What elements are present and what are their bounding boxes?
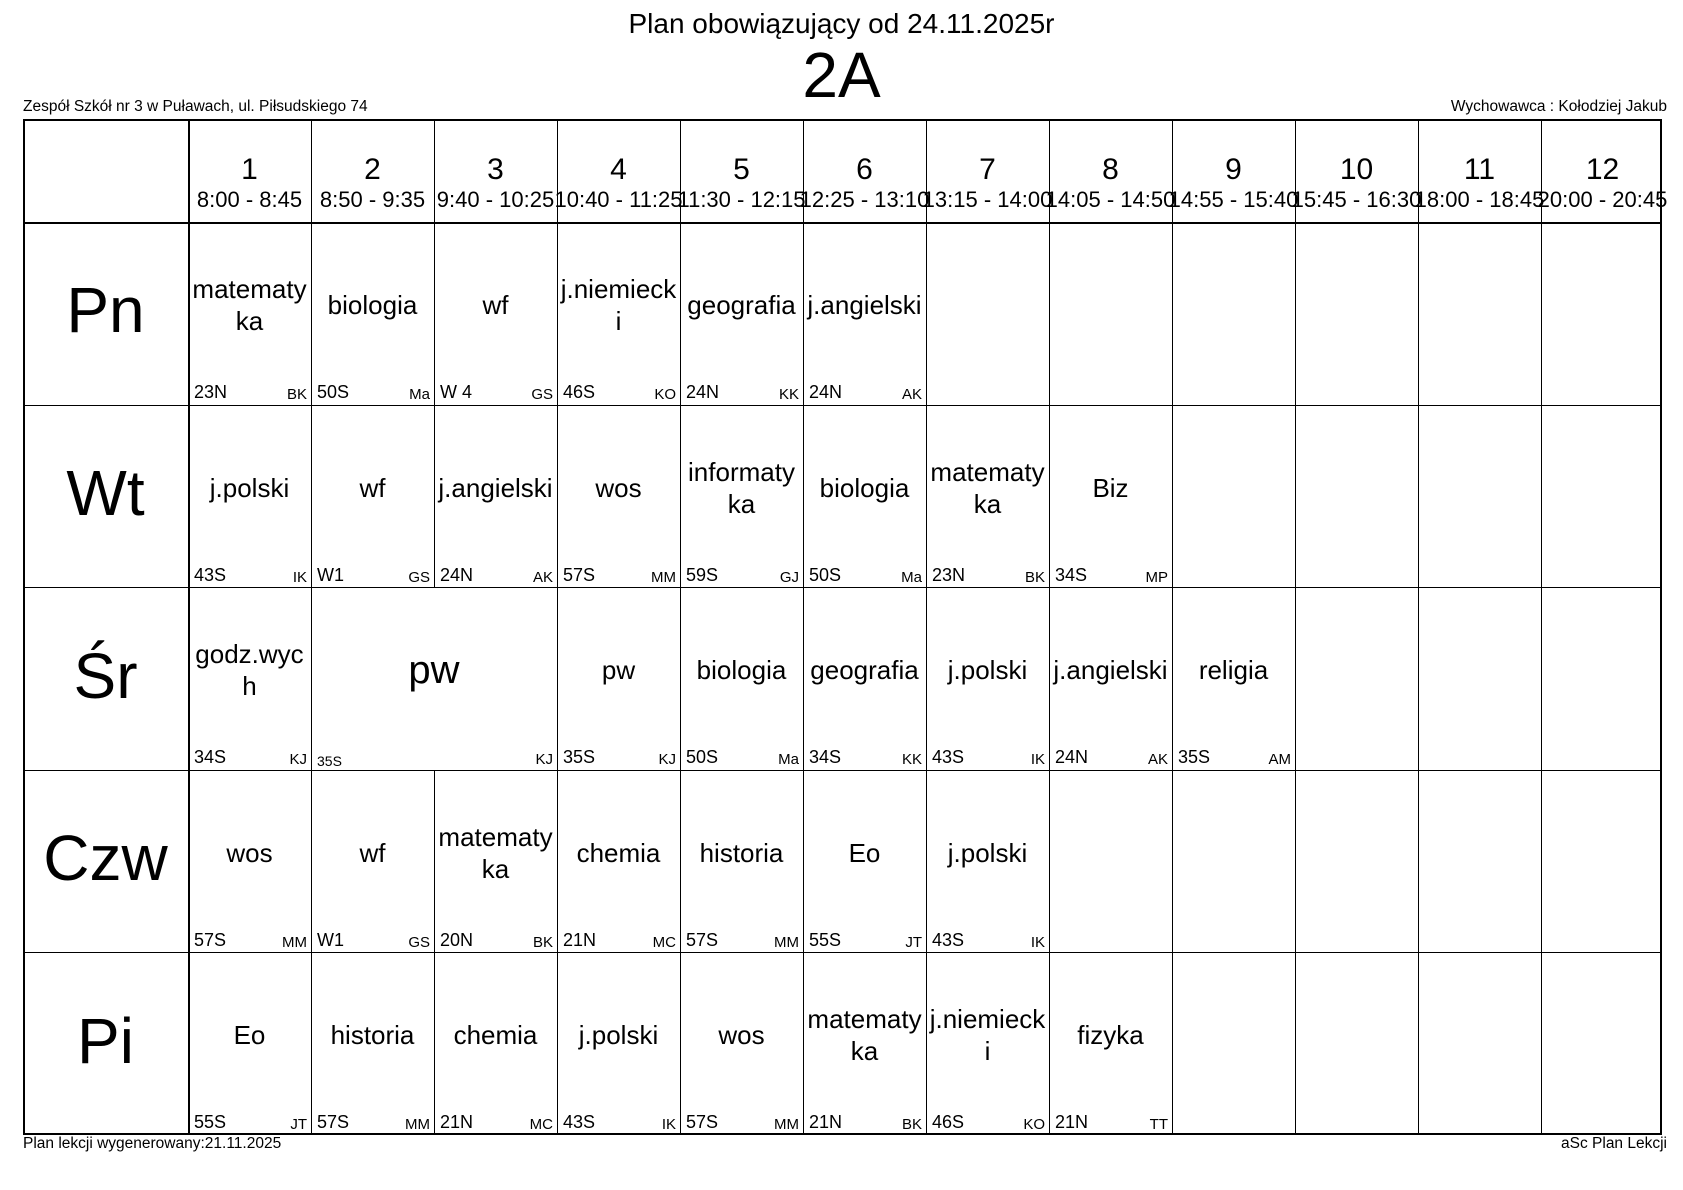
lesson-cell[interactable] bbox=[803, 962, 926, 1135]
period-number: 10 bbox=[1339, 153, 1374, 186]
lesson-teacher: MM bbox=[774, 1116, 799, 1133]
lesson-room: 55S bbox=[194, 1112, 227, 1132]
plan-valid-from-title: Plan obowiązujący od 24.11.2025r bbox=[628, 8, 1055, 39]
period-number: 2 bbox=[364, 153, 381, 186]
lesson-subject: wf bbox=[359, 472, 386, 503]
lesson-room: 35S bbox=[563, 747, 596, 767]
lesson-room: 46S bbox=[932, 1112, 965, 1132]
lesson-subject: wos bbox=[718, 1019, 765, 1050]
lesson-subject: matematyka bbox=[930, 456, 1045, 519]
lesson-teacher: Ma bbox=[778, 751, 799, 768]
column-divider bbox=[1049, 119, 1050, 222]
lesson-subject: j.angielski bbox=[807, 289, 922, 320]
day-label: Śr bbox=[73, 640, 138, 712]
period-time: 13:15 - 14:00 bbox=[922, 187, 1053, 212]
lesson-subject: wf bbox=[359, 837, 386, 868]
lesson-teacher: MM bbox=[774, 934, 799, 951]
lesson-room: 24N bbox=[1055, 747, 1089, 767]
column-divider bbox=[1049, 770, 1050, 953]
period-number: 11 bbox=[1463, 153, 1496, 186]
homeroom-teacher: Wychowawca : Kołodziej Jakub bbox=[1450, 98, 1667, 115]
lesson-room: W1 bbox=[317, 565, 344, 585]
lesson-subject: godz.wych bbox=[195, 638, 304, 701]
lesson-teacher: JT bbox=[905, 934, 922, 951]
column-divider bbox=[1541, 405, 1542, 588]
lesson-subject: pw bbox=[601, 654, 636, 685]
column-divider bbox=[680, 119, 681, 222]
lesson-subject: historia bbox=[699, 837, 784, 868]
column-divider bbox=[557, 119, 558, 222]
lesson-subject: chemia bbox=[453, 1019, 538, 1050]
lesson-subject: j.angielski bbox=[1053, 654, 1168, 685]
lesson-subject: biologia bbox=[819, 472, 910, 503]
column-divider bbox=[1541, 587, 1542, 770]
lesson-cell[interactable] bbox=[557, 962, 680, 1135]
lesson-room: 24N bbox=[809, 382, 843, 402]
lesson-teacher: IK bbox=[1030, 751, 1045, 768]
column-divider bbox=[1418, 587, 1419, 770]
lesson-cell[interactable] bbox=[311, 962, 434, 1135]
period-header bbox=[799, 152, 930, 212]
column-divider bbox=[434, 119, 435, 222]
row-divider bbox=[23, 770, 1662, 771]
column-divider bbox=[1418, 405, 1419, 588]
software-credit: aSc Plan Lekcji bbox=[1561, 1135, 1667, 1152]
lesson-room: 35S bbox=[317, 753, 342, 769]
lesson-room: 21N bbox=[1055, 1112, 1089, 1132]
lesson-subject: geografia bbox=[810, 654, 919, 685]
column-divider bbox=[1541, 222, 1542, 405]
lesson-teacher: AK bbox=[1147, 751, 1168, 768]
lesson-room: 59S bbox=[686, 565, 719, 585]
period-header bbox=[1045, 152, 1176, 212]
period-number: 12 bbox=[1585, 153, 1620, 186]
lesson-subject: j.polski bbox=[578, 1019, 659, 1050]
lesson-room: 57S bbox=[317, 1112, 350, 1132]
lesson-teacher: KK bbox=[778, 386, 799, 403]
lesson-cell[interactable] bbox=[1049, 962, 1172, 1135]
period-time: 8:00 - 8:45 bbox=[196, 187, 303, 212]
lesson-room: 34S bbox=[1055, 565, 1088, 585]
period-time: 14:55 - 15:40 bbox=[1168, 187, 1299, 212]
lesson-teacher: BK bbox=[532, 934, 553, 951]
period-number: 9 bbox=[1225, 153, 1242, 186]
period-number: 4 bbox=[610, 153, 627, 186]
period-header bbox=[554, 152, 683, 212]
lesson-teacher: GS bbox=[408, 569, 430, 586]
period-time: 18:00 - 18:45 bbox=[1414, 187, 1545, 212]
lesson-teacher: BK bbox=[286, 386, 307, 403]
period-number: 1 bbox=[241, 153, 258, 186]
period-header bbox=[311, 152, 434, 212]
lesson-subject: geografia bbox=[687, 289, 796, 320]
lesson-room: 57S bbox=[686, 1112, 719, 1132]
lesson-cell[interactable] bbox=[1049, 415, 1172, 588]
period-header bbox=[1537, 152, 1668, 212]
lesson-subject: wos bbox=[226, 837, 273, 868]
lesson-subject: historia bbox=[330, 1019, 415, 1050]
header-divider bbox=[23, 222, 1662, 224]
column-divider bbox=[1172, 952, 1173, 1135]
lesson-room: 24N bbox=[686, 382, 720, 402]
period-number: 7 bbox=[979, 153, 996, 186]
lesson-teacher: KO bbox=[1023, 1116, 1045, 1133]
lesson-cell[interactable] bbox=[680, 780, 803, 953]
column-divider bbox=[1172, 770, 1173, 953]
lesson-cell[interactable] bbox=[188, 597, 311, 770]
lesson-teacher: GS bbox=[531, 386, 553, 403]
lesson-cell[interactable] bbox=[188, 415, 311, 588]
lesson-cell[interactable] bbox=[803, 415, 926, 588]
lesson-room: 23N bbox=[932, 565, 966, 585]
period-header bbox=[1291, 152, 1422, 212]
lesson-room: 43S bbox=[194, 565, 227, 585]
column-divider bbox=[1418, 770, 1419, 953]
lesson-room: W 4 bbox=[440, 382, 473, 402]
lesson-room: 21N bbox=[809, 1112, 843, 1132]
lesson-subject: pw bbox=[408, 647, 460, 692]
column-divider bbox=[1172, 222, 1173, 405]
lesson-cell[interactable] bbox=[188, 232, 311, 405]
lesson-subject: matematyka bbox=[192, 273, 307, 336]
lesson-room: 21N bbox=[563, 930, 597, 950]
period-number: 5 bbox=[733, 153, 750, 186]
lesson-teacher: Ma bbox=[901, 569, 922, 586]
lesson-subject: Eo bbox=[848, 837, 881, 868]
lesson-teacher: MM bbox=[651, 569, 676, 586]
lesson-subject: j.angielski bbox=[438, 472, 553, 503]
lesson-teacher: MM bbox=[282, 934, 307, 951]
lesson-cell[interactable] bbox=[680, 962, 803, 1135]
lesson-subject: wos bbox=[595, 472, 642, 503]
period-time: 8:50 - 9:35 bbox=[319, 187, 426, 212]
period-number: 6 bbox=[856, 153, 873, 186]
lesson-room: 21N bbox=[440, 1112, 474, 1132]
class-name-title: 2A bbox=[802, 39, 881, 111]
lesson-cell[interactable] bbox=[557, 597, 680, 770]
lesson-cell[interactable] bbox=[434, 962, 557, 1135]
period-time: 10:40 - 11:25 bbox=[554, 187, 683, 212]
column-divider bbox=[1418, 222, 1419, 405]
period-number: 3 bbox=[487, 153, 504, 186]
column-divider bbox=[1418, 952, 1419, 1135]
lesson-teacher: AK bbox=[901, 386, 922, 403]
day-label: Pn bbox=[66, 274, 145, 346]
period-header bbox=[188, 152, 311, 212]
lesson-cell[interactable] bbox=[311, 597, 557, 770]
lesson-cell[interactable] bbox=[311, 232, 434, 405]
lesson-room: 34S bbox=[194, 747, 227, 767]
lesson-room: 43S bbox=[932, 747, 965, 767]
lesson-teacher: AK bbox=[532, 569, 553, 586]
period-header bbox=[1414, 152, 1545, 212]
period-header bbox=[677, 152, 806, 212]
lesson-cell[interactable] bbox=[926, 962, 1049, 1135]
column-divider bbox=[1541, 952, 1542, 1135]
lesson-subject: j.niemiecki bbox=[929, 1003, 1046, 1066]
lesson-room: 57S bbox=[686, 930, 719, 950]
lesson-subject: j.polski bbox=[947, 654, 1028, 685]
period-header bbox=[922, 152, 1053, 212]
lesson-subject: matematyka bbox=[807, 1003, 922, 1066]
column-divider bbox=[1295, 405, 1296, 588]
column-divider bbox=[1295, 770, 1296, 953]
lesson-teacher: KJ bbox=[658, 751, 676, 768]
school-name: Zespół Szkół nr 3 w Puławach, ul. Piłsudskiego 74 bbox=[23, 98, 368, 115]
lesson-subject: biologia bbox=[327, 289, 418, 320]
period-time: 12:25 - 13:10 bbox=[799, 187, 930, 212]
day-label: Pi bbox=[77, 1005, 134, 1077]
period-number: 8 bbox=[1102, 153, 1119, 186]
period-time: 11:30 - 12:15 bbox=[677, 187, 806, 212]
column-divider bbox=[803, 119, 804, 222]
lesson-room: 43S bbox=[563, 1112, 596, 1132]
lesson-room: W1 bbox=[317, 930, 344, 950]
lesson-cell[interactable] bbox=[434, 415, 557, 588]
period-header bbox=[1168, 152, 1299, 212]
lesson-room: 46S bbox=[563, 382, 596, 402]
column-divider bbox=[311, 119, 312, 222]
period-header bbox=[434, 152, 557, 212]
lesson-cell[interactable] bbox=[803, 597, 926, 770]
period-time: 9:40 - 10:25 bbox=[436, 187, 555, 212]
lesson-cell[interactable] bbox=[803, 232, 926, 405]
lesson-cell[interactable] bbox=[680, 232, 803, 405]
period-time: 20:00 - 20:45 bbox=[1537, 187, 1668, 212]
lesson-teacher: GS bbox=[408, 934, 430, 951]
lesson-cell[interactable] bbox=[803, 780, 926, 953]
column-divider bbox=[1295, 952, 1296, 1135]
lesson-cell[interactable] bbox=[926, 780, 1049, 953]
column-divider bbox=[1541, 770, 1542, 953]
generated-date: Plan lekcji wygenerowany:21.11.2025 bbox=[23, 1135, 282, 1152]
lesson-cell[interactable] bbox=[557, 232, 680, 405]
lesson-teacher: BK bbox=[901, 1116, 922, 1133]
column-divider bbox=[1541, 119, 1542, 222]
lesson-cell[interactable] bbox=[557, 415, 680, 588]
lesson-subject: j.polski bbox=[947, 837, 1028, 868]
lesson-teacher: JT bbox=[290, 1116, 307, 1133]
lesson-cell[interactable] bbox=[311, 415, 434, 588]
lesson-teacher: KK bbox=[901, 751, 922, 768]
lesson-teacher: GJ bbox=[779, 569, 799, 586]
column-divider bbox=[1295, 587, 1296, 770]
column-divider bbox=[1418, 119, 1419, 222]
lesson-teacher: MM bbox=[405, 1116, 430, 1133]
lesson-teacher: BK bbox=[1024, 569, 1045, 586]
lesson-cell[interactable] bbox=[1049, 597, 1172, 770]
lesson-teacher: AM bbox=[1268, 751, 1291, 768]
lesson-room: 50S bbox=[809, 565, 842, 585]
lesson-teacher: KJ bbox=[289, 751, 307, 768]
lesson-subject: j.niemiecki bbox=[560, 273, 677, 336]
lesson-cell[interactable] bbox=[434, 780, 557, 953]
lesson-room: 35S bbox=[1178, 747, 1211, 767]
lesson-teacher: TT bbox=[1149, 1116, 1168, 1133]
lesson-teacher: Ma bbox=[409, 386, 430, 403]
row-divider bbox=[23, 405, 1662, 406]
lesson-subject: informatyka bbox=[688, 456, 795, 519]
column-divider bbox=[1295, 119, 1296, 222]
lesson-subject: j.polski bbox=[209, 472, 290, 503]
lesson-room: 50S bbox=[686, 747, 719, 767]
lesson-subject: biologia bbox=[696, 654, 787, 685]
period-time: 15:45 - 16:30 bbox=[1291, 187, 1422, 212]
lesson-room: 57S bbox=[563, 565, 596, 585]
lesson-teacher: IK bbox=[661, 1116, 676, 1133]
lesson-teacher: MP bbox=[1145, 569, 1168, 586]
lesson-cell[interactable] bbox=[188, 962, 311, 1135]
lesson-teacher: KJ bbox=[535, 751, 553, 768]
lesson-cell[interactable] bbox=[434, 232, 557, 405]
lesson-cell[interactable] bbox=[188, 780, 311, 953]
lesson-room: 43S bbox=[932, 930, 965, 950]
lesson-subject: chemia bbox=[576, 837, 661, 868]
lesson-teacher: MC bbox=[529, 1116, 553, 1133]
lesson-cell[interactable] bbox=[926, 597, 1049, 770]
lesson-cell[interactable] bbox=[680, 415, 803, 588]
lesson-teacher: KO bbox=[654, 386, 676, 403]
lesson-teacher: IK bbox=[1030, 934, 1045, 951]
column-divider bbox=[1172, 119, 1173, 222]
lesson-teacher: IK bbox=[292, 569, 307, 586]
lesson-subject: Biz bbox=[1092, 472, 1129, 503]
lesson-subject: matematyka bbox=[438, 821, 553, 884]
day-label: Czw bbox=[43, 822, 168, 894]
lesson-room: 20N bbox=[440, 930, 474, 950]
lesson-cell[interactable] bbox=[311, 780, 434, 953]
lesson-room: 57S bbox=[194, 930, 227, 950]
column-divider bbox=[926, 119, 927, 222]
lesson-room: 23N bbox=[194, 382, 228, 402]
lesson-cell[interactable] bbox=[1172, 597, 1295, 770]
lesson-cell[interactable] bbox=[680, 597, 803, 770]
lesson-room: 50S bbox=[317, 382, 350, 402]
column-divider bbox=[1295, 222, 1296, 405]
column-divider bbox=[1172, 405, 1173, 588]
period-time: 14:05 - 14:50 bbox=[1045, 187, 1176, 212]
lesson-room: 55S bbox=[809, 930, 842, 950]
lesson-cell[interactable] bbox=[557, 780, 680, 953]
lesson-room: 24N bbox=[440, 565, 474, 585]
lesson-room: 34S bbox=[809, 747, 842, 767]
column-divider bbox=[1049, 222, 1050, 405]
lesson-subject: wf bbox=[482, 289, 509, 320]
lesson-cell[interactable] bbox=[926, 415, 1049, 588]
lesson-subject: religia bbox=[1198, 654, 1269, 685]
lesson-subject: fizyka bbox=[1077, 1019, 1144, 1050]
lesson-teacher: MC bbox=[652, 934, 676, 951]
day-label: Wt bbox=[66, 457, 145, 529]
lesson-subject: Eo bbox=[233, 1019, 266, 1050]
column-divider bbox=[926, 222, 927, 405]
